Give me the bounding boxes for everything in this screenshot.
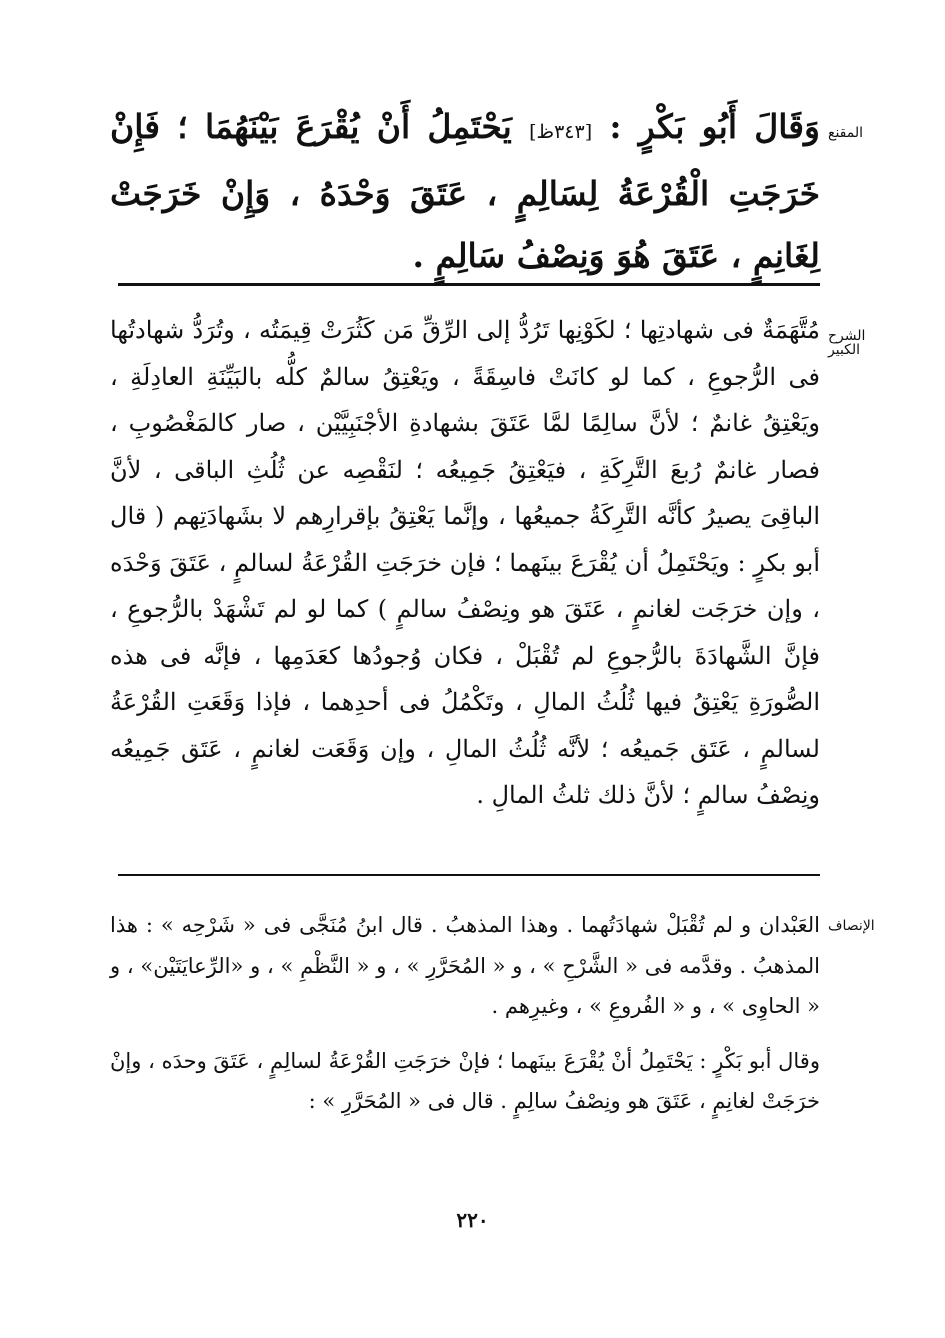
divider-middle bbox=[118, 874, 820, 876]
sharh-text: مُتَّهَمَةٌ فى شهادتِها ؛ لكَوْنِها تَرُدُّ إلى الرِّقِّ مَن كَثُرَتْ قِيمَتُه ، وتُرَدُّ شهادتُها فى الرُّجوعِ ، كما لو كانَتْ فاسِقَةً ، ويَعْتِقُ سالمٌ كلُّه بالبَيِّنَةِ العادِلَةِ ، ويَعْتِقُ غانمٌ ؛ لأنَّ سالِمًا لمَّا عَتَقَ بشهادةِ الأجْنَبِيَّيْن ، صار كالمَغْصُوبِ ، فصار غانمٌ رُبعَ التَّرِكَةِ ، فيَعْتِقُ جَمِيعُه ؛ لنَقْصِه عن ثُلُثِ الباقى ، لأنَّ الباقِىَ يصيرُ كأنَّه التَّرِكَةُ جميعُها ، وإنَّما يَعْتِقُ بإقرارِهم لا بشَهادَتِهم ( قال أبو بكرٍ : ويَحْتَمِلُ أن يُقْرَعَ بينَهما ؛ فإن خرَجَتِ القُرْعَةُ لسالمٍ ، عَتَقَ وَحْدَه ، وإن خرَجَت لغانمٍ ، عَتَقَ هو ونِصْفُ سالمٍ ) كما لو لم تَشْهَدْ بالرُّجوعِ ، فإنَّ الشَّهادَةَ بالرُّجوعِ لم تُقْبَلْ ، فكان وُجودُها كعَدَمِها ، فإنَّه فى هذه الصُّورَةِ يَعْتِقُ فيها ثُلُثُ المالِ ، وتَكْمُلُ فى أحدِهما ، فإذا وَقَعَتِ القُرْعَةُ لسالمٍ ، عَتَق جَميعُه ؛ لأنَّه ثُلُثُ المالِ ، وإن وَقَعَت لغانمٍ ، عَتَق جَمِيعُه ونِصْفُ سالمٍ ؛ لأنَّ ذلك ثلثُ المالِ . bbox=[110, 316, 820, 809]
muqni-section bbox=[110, 96, 864, 287]
muqni-text-rest: يَحْتَمِلُ أَنْ يُقْرَعَ بَيْنَهُمَا ؛ فَإِنْ خَرَجَتِ الْقُرْعَةُ لِسَالِمٍ ، عَتَقَ وَحْدَهُ ، وَإِنْ خَرَجَتْ لِغَانِمٍ ، عَتَقَ هُوَ وَنِصْفُ سَالِمٍ . bbox=[110, 107, 820, 275]
muqni-label: المقنع bbox=[828, 125, 864, 141]
sharh-section bbox=[110, 307, 866, 819]
muqni-text-start: وَقَالَ أَبُو بَكْرٍ : bbox=[592, 107, 820, 146]
insaf-paragraph-2: وقال أبو بَكْرٍ : يَحْتَمِلُ أنْ يُقْرَعَ بينَهما ؛ فإنْ خرَجَتِ القُرْعَةُ لسالِمٍ ، عَتَقَ وحدَه ، وإنْ خرَجَتْ لغانِمٍ ، عَتَقَ هو ونِصْفُ سالِمٍ . قال فى « المُحَرَّرِ » : bbox=[110, 1048, 820, 1113]
divider-top bbox=[118, 283, 820, 286]
sharh-label: الشرح الكبير bbox=[828, 328, 866, 358]
page-reference-marker: [٣٤٣ظ] bbox=[529, 121, 593, 143]
insaf-paragraph-1: العَبْدان و لم تُقْبَلْ شهادَتُهما . وهذا المذهبُ . قال ابنُ مُنَجَّى فى « شَرْحِه » : هذا المذهبُ . وقدَّمه فى « الشَّرْحِ » ، و « المُحَرَّرِ » ، و « النَّظْمِ » ، و «الرِّعايَتَيْن» ، و « الحاوِى » ، و « الفُروعِ » ، وغيرِهم . bbox=[110, 913, 820, 1018]
insaf-label: الإنصاف bbox=[828, 918, 875, 934]
insaf-section bbox=[110, 905, 875, 1122]
muqni-text bbox=[110, 96, 820, 287]
page-number: ٢٢٠ bbox=[456, 1208, 489, 1232]
